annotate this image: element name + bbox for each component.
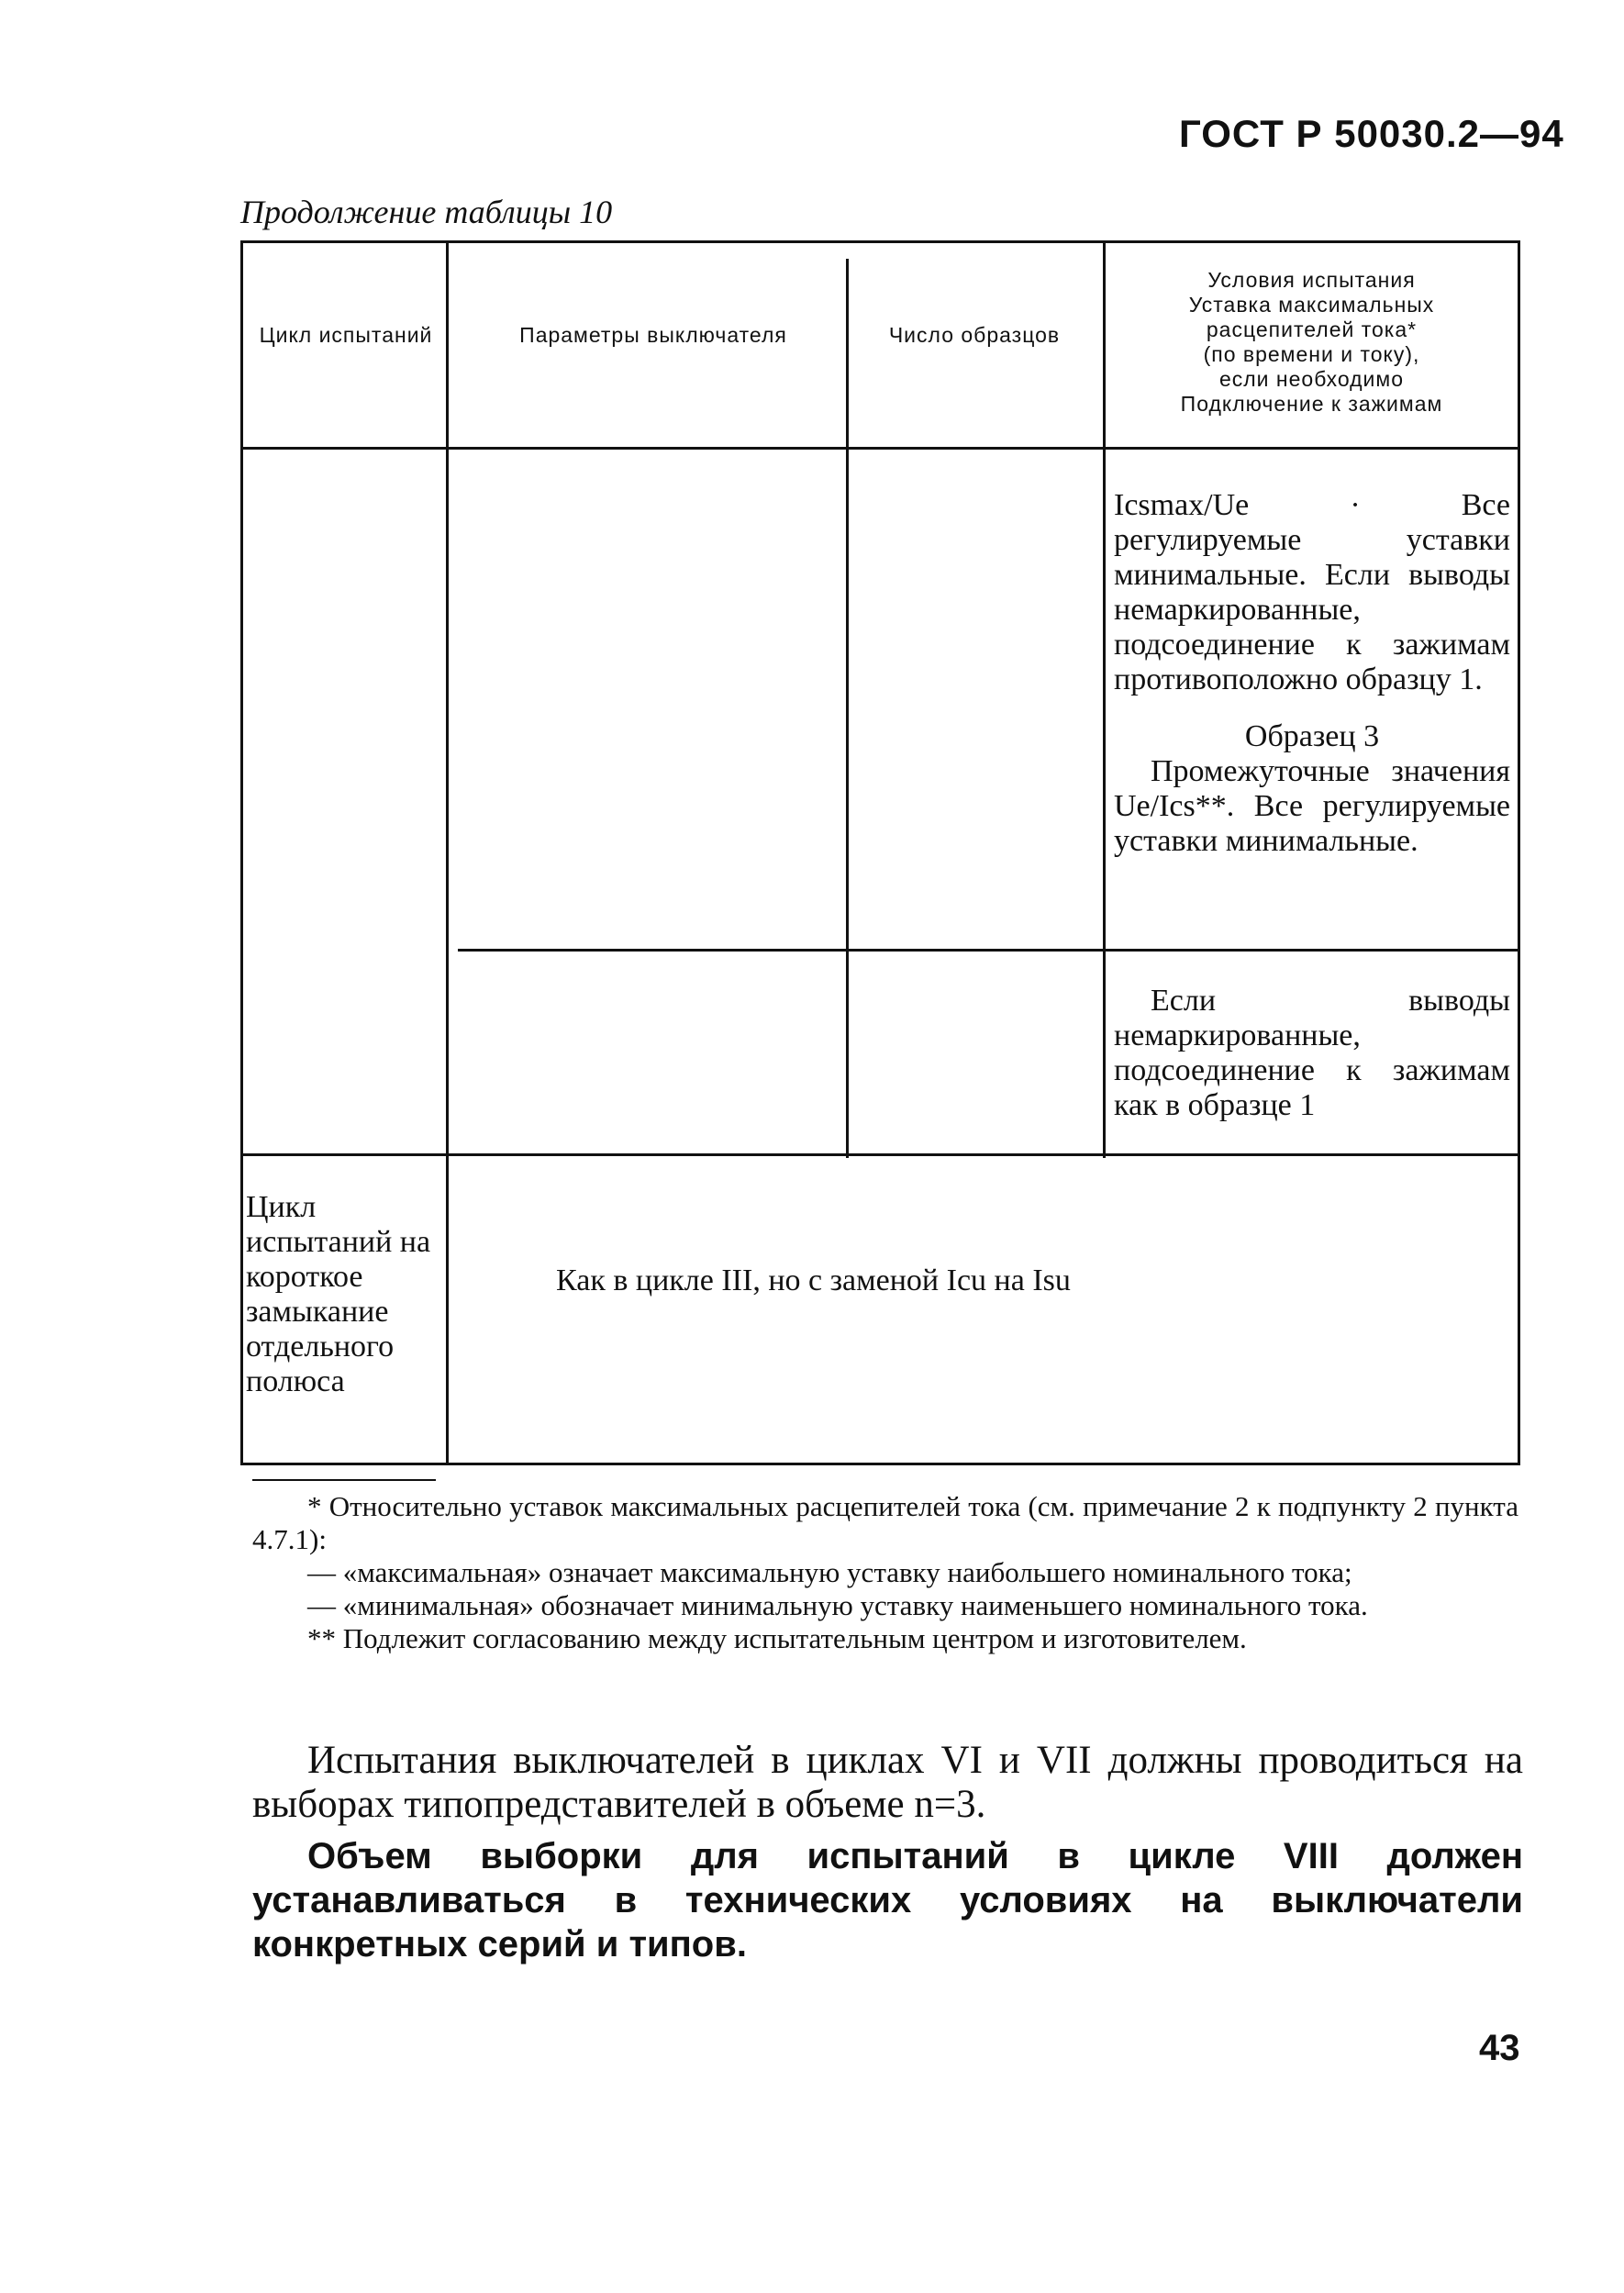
row1-bottom-rule bbox=[458, 949, 1520, 952]
paragraph-1: Испытания выключателей в циклах VI и VII должны проводиться на выборах типопредставителей в объеме n=3. bbox=[252, 1739, 1523, 1826]
header-cycle: Цикл испытаний bbox=[259, 323, 433, 347]
page-number: 43 bbox=[1479, 2028, 1520, 2068]
footnotes bbox=[252, 1490, 1518, 1655]
paragraph-2: Объем выборки для испытаний в цикле VIII должен устанавливаться в технических условиях на выключатели конкретных серий и типов. bbox=[252, 1836, 1523, 1965]
col-divider-3 bbox=[1103, 240, 1106, 1158]
row3-merged-text: Как в цикле III, но с заменой Icu на Isu bbox=[556, 1263, 1071, 1297]
col-divider-1 bbox=[446, 240, 449, 1465]
table-top-rule bbox=[240, 240, 1520, 243]
row3-cycle-name: Цикл испытаний на короткое замыкание отдельного полюса bbox=[246, 1190, 431, 1398]
table-bottom-rule bbox=[240, 1463, 1520, 1465]
table-continuation-label: Продолжение таблицы 10 bbox=[240, 194, 613, 230]
table-10 bbox=[240, 240, 1520, 1465]
col-divider-2 bbox=[846, 259, 849, 1158]
table-left-border bbox=[240, 240, 243, 1465]
body-text bbox=[252, 1739, 1523, 1974]
header-params: Параметры выключателя bbox=[519, 323, 787, 347]
footnote-rule bbox=[252, 1479, 436, 1481]
row1-conditions: Icsmax/Ue · Все регулируемые уставки минимальные. Если выводы немаркированные, подсоединение к зажимам противоположно образцу 1. Образец 3 Промежуточные значения Ue/Ics**. Все регулируемые уставки минимальные. bbox=[1114, 488, 1510, 858]
row2-conditions: Если выводы немаркированные, подсоединение к зажимам как в образце 1 bbox=[1114, 984, 1510, 1122]
footnote-1: * Относительно уставок максимальных расцепителей тока (см. примечание 2 к подпункту 2 пункта 4.7.1): bbox=[252, 1490, 1518, 1555]
header-conditions: Условия испытания Уставка максимальных расцепителей тока* (по времени и току), если необходимо Подключение к зажимам bbox=[1180, 268, 1443, 416]
footnote-3: — «минимальная» обозначает минимальную уставку наименьшего номинального тока. bbox=[307, 1589, 1368, 1621]
document-id: ГОСТ Р 50030.2—94 bbox=[1179, 112, 1564, 155]
table-right-border bbox=[1518, 240, 1520, 1465]
footnote-2: — «максимальная» означает максимальную уставку наибольшего номинального тока; bbox=[307, 1556, 1352, 1588]
header-bottom-rule bbox=[240, 447, 1520, 450]
row2-bottom-rule bbox=[240, 1153, 1520, 1156]
header-count: Число образцов bbox=[888, 323, 1061, 347]
footnote-4: ** Подлежит согласованию между испытательным центром и изготовителем. bbox=[307, 1622, 1247, 1654]
